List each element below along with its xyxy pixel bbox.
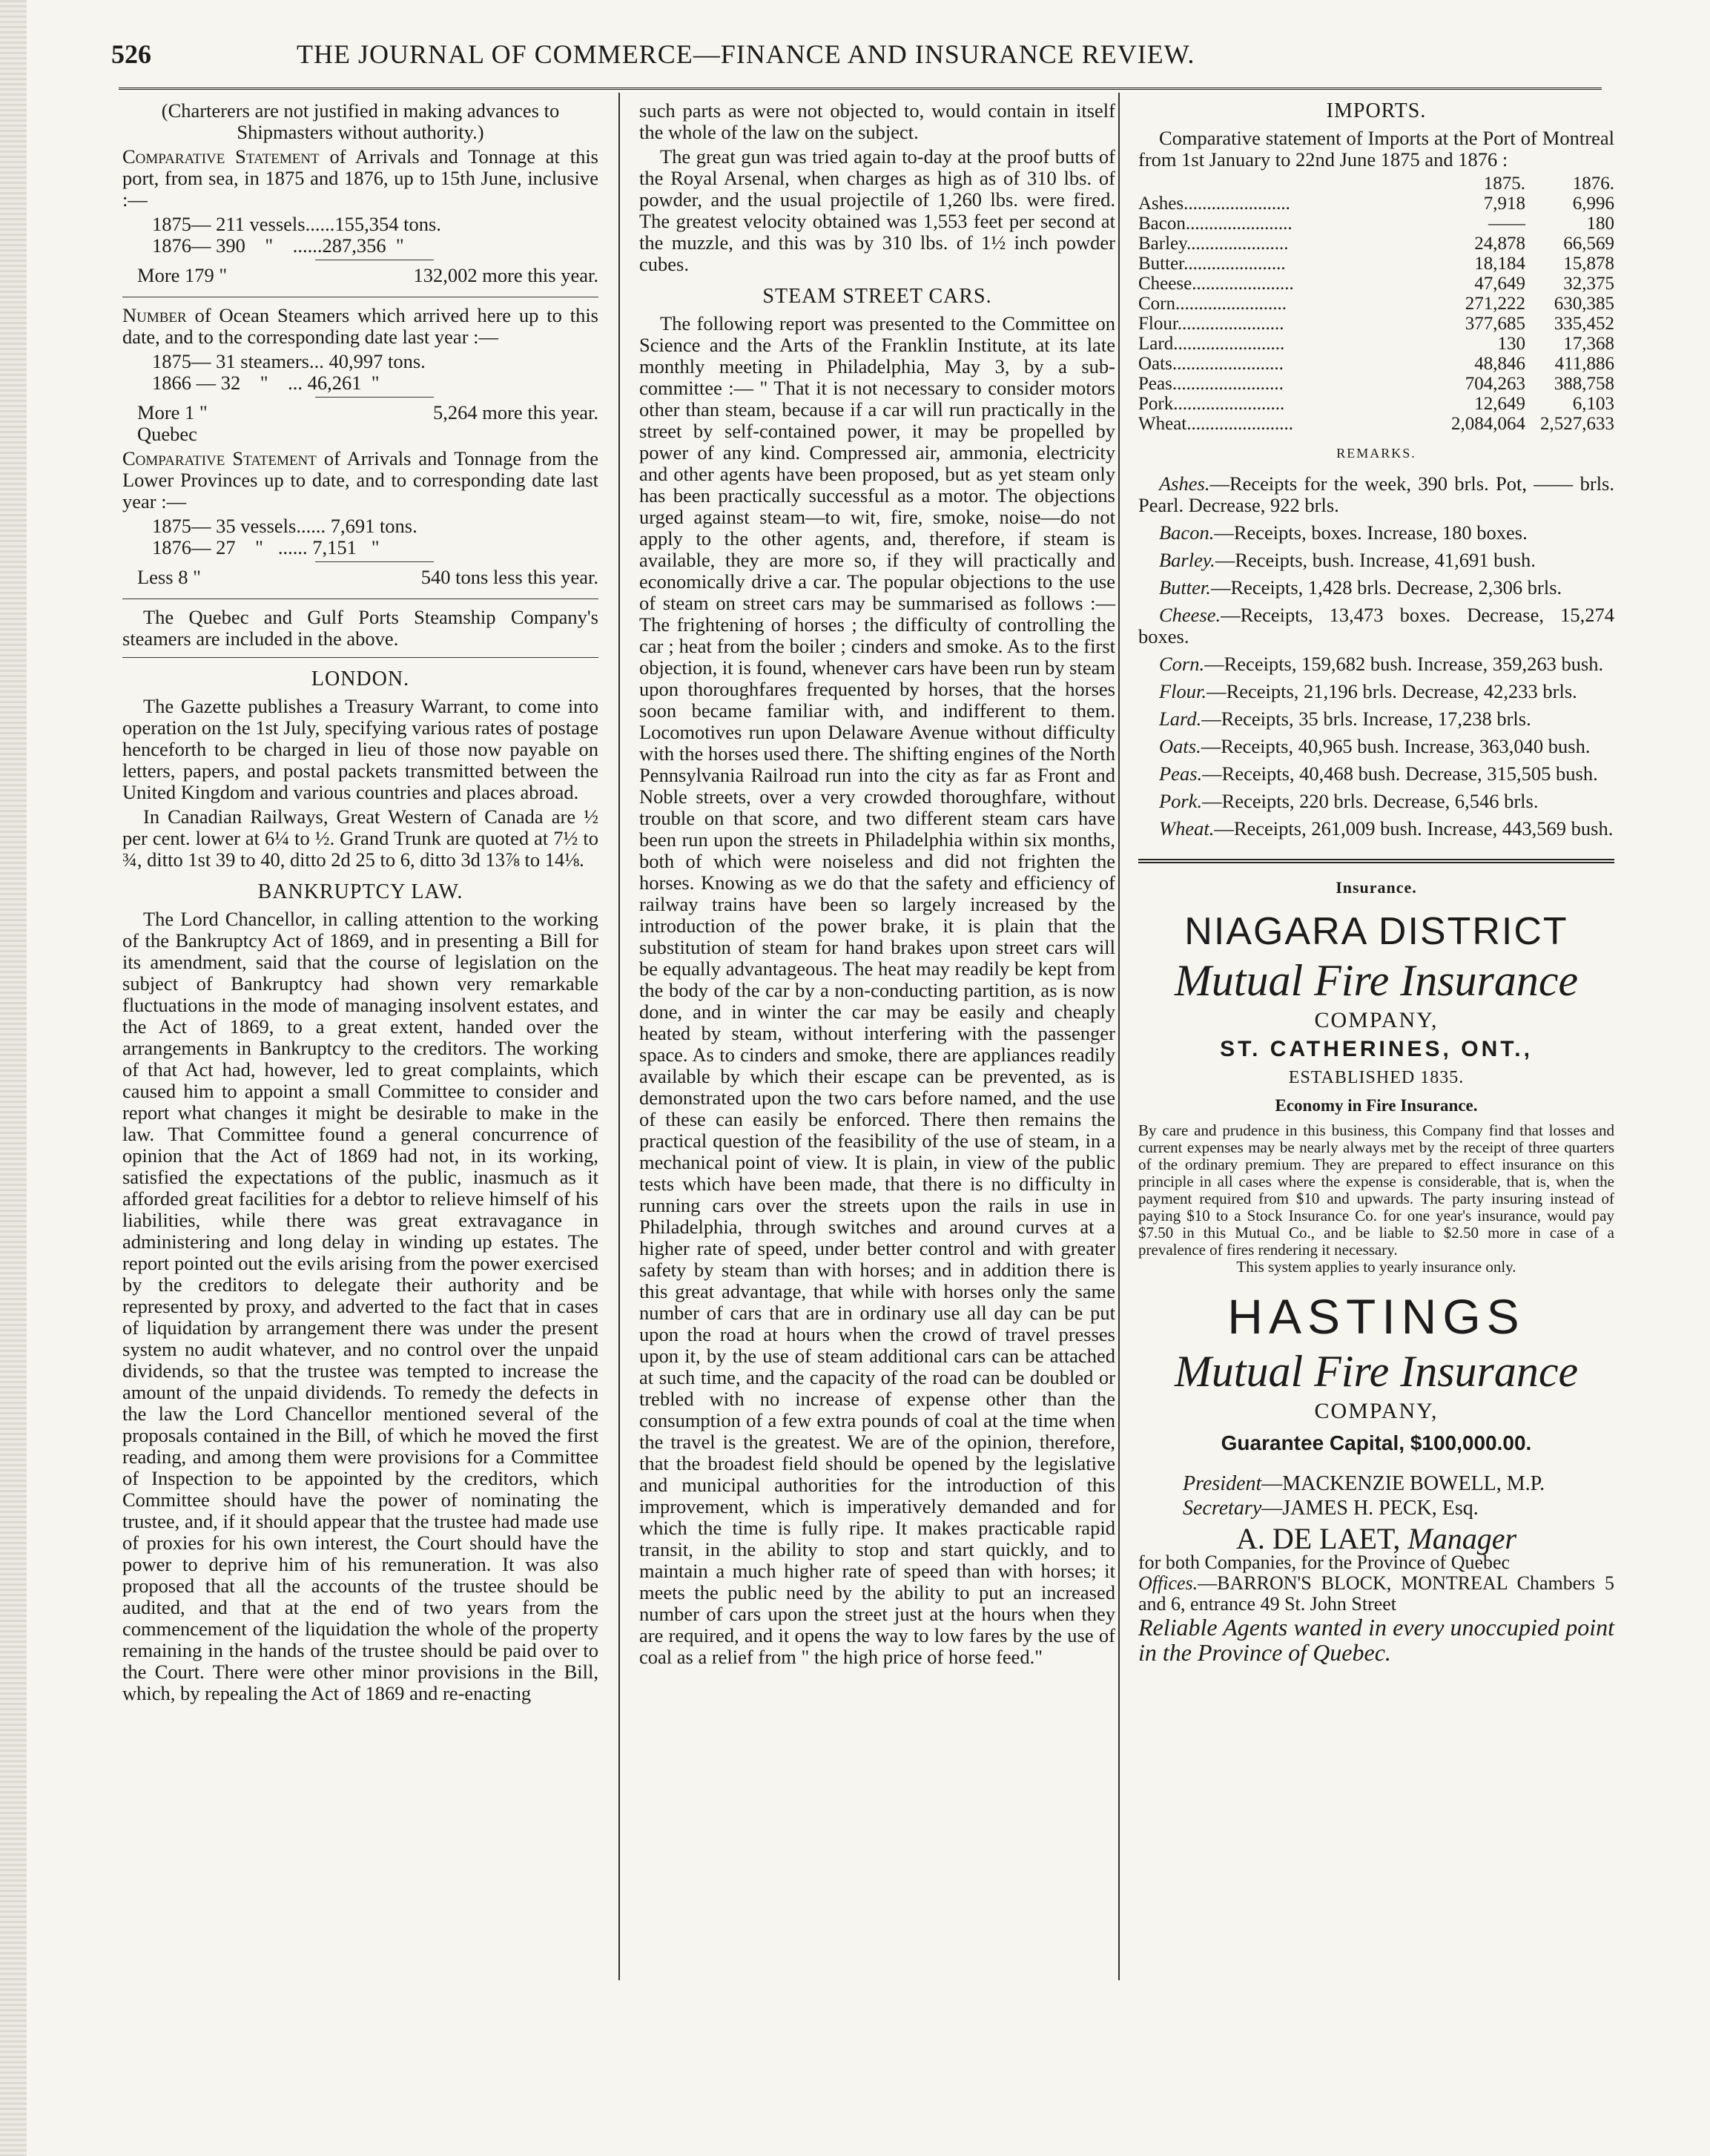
imports-cell-y1875: ——: [1488, 214, 1525, 234]
imports-table: [1138, 174, 1614, 434]
remark-item: [1138, 791, 1614, 812]
niagara-district-title: NIAGARA DISTRICT: [1184, 910, 1568, 953]
stat-total-text: 540 tons less this year.: [420, 566, 598, 588]
imports-cell-item: Wheat.......................: [1138, 414, 1293, 434]
stat-total-text: 5,264 more this year.: [433, 401, 598, 423]
niagara-company: COMPANY,: [1314, 1008, 1439, 1032]
year-header: 1875.: [1483, 174, 1525, 194]
imports-cell-y1876: 388,758: [1554, 374, 1614, 394]
column-2: [639, 100, 1115, 1671]
column-rule-2: [1118, 93, 1120, 1980]
imports-cell-y1875: 2,084,064: [1451, 414, 1525, 434]
remark-item: [1138, 736, 1614, 757]
stat-line: 1875— 211 vessels......155,354 tons.: [152, 213, 441, 235]
remark-label: Barley.: [1159, 549, 1215, 571]
ocean-steamers-paragraph: [122, 305, 598, 348]
remark-text: —Receipts, 21,196 brls. Decrease, 42,233 brls.: [1206, 680, 1577, 702]
niagara-established: ESTABLISHED 1835.: [1288, 1068, 1465, 1087]
year-header: 1876.: [1572, 174, 1614, 194]
hastings-script-title: Mutual Fire Insurance: [1174, 1347, 1579, 1396]
great-gun-paragraph: The great gun was tried again to-day at the proof butts of the Royal Arsenal, when charges as high as of 310 lbs. of powder, and the usual projectile of 1,260 lbs. were fired. The greatest velocity obtained was 1,553 feet per second at the muzzle, and this was by 310 lbs. of 1½ inch powder cubes.: [639, 145, 1115, 275]
london-heading: LONDON.: [311, 667, 410, 690]
remark-label: Wheat.: [1159, 817, 1215, 840]
imports-heading: IMPORTS.: [1326, 99, 1427, 122]
charterers-note: (Charterers are not justified in making advances to Shipmasters without authority.): [161, 99, 560, 143]
stat-total: [137, 402, 598, 423]
scanned-page-edge: [0, 0, 27, 2156]
imports-row: [1138, 274, 1614, 294]
comparative-text: of Arrivals and Tonnage at this port, from sea, in 1875 and 1876, up to 15th June, inclusive :—: [122, 145, 598, 211]
comparative-arrivals-paragraph: [122, 146, 598, 211]
imports-cell-y1876: 6,103: [1572, 394, 1614, 414]
offices-text: —BARRON'S BLOCK, MONTREAL Chambers 5 and 6, entrance 49 St. John Street: [1138, 1572, 1614, 1615]
imports-cell-y1875: 47,649: [1474, 274, 1525, 294]
imports-cell-item: Lard........................: [1138, 334, 1285, 354]
remark-label: Corn.: [1159, 653, 1205, 675]
steam-cars-paragraph: The following report was presented to the Committee on Science and the Arts of the Franklin Institute, at its late monthly meeting in Philadelphia, May 3, by a sub-committee :— " That it is not necessary to consider motors other than steam, because if a car will run practically in the street by self-contained power, it may be propelled by power of any kind. Compressed air, ammonia, electricity and other agents have been proposed, but as yet steam only has been practically successful as a motor. The objections urged against steam—to wit, fire, smoke, noise—do not apply to the other agents, and, therefore, if steam is available, they are more so, if they will practically and economically drive a car. The popular objections to the use of steam on street cars may be summarised as follows :—The frightening of horses ; the difficulty of controlling the car ; heat from the boiler ; cinders and smoke. As to the first objection, it is found, whenever cars have been run by steam upon thoroughfares frequented by horses, that the horses soon became familiar with, and indifferent to them. Locomotives run upon Delaware Avenue without difficulty with the horses used there. The shifting engines of the North Pennsylvania Railroad run into the city as far as Front and Noble streets, over a very crowded thoroughfare, without trouble on that score, and two different steam cars have been run upon the streets in Philadelphia within six months, both of which were noiseless and did not frighten the horses. Knowing as we do that the safety and efficiency of railway trains have been so largely increased by the introduction of the power brake, it is plain that the substitution of steam for hand brakes upon street cars will be equally advantageous. The heat may readily be kept from the body of the car by a non-conducting partition, as is now done, and in winter the car may be easily and cheaply heated by steam, without interfering with the passenger space. As to cinders and smoke, there are appliances readily available by which their escape can be prevented, as is demonstrated upon the two cars before named, and the use of these can easily be enforced. There then remains the practical question of the feasibility of the use of steam, in a mechanical point of view. It is plain, in view of the public tests which have been made, that there is no difficulty in running cars over the streets upon the rails in use in Philadelphia, through switches and around curves at a higher rate of speed, under better control and with greater safety by steam than with horses; and in addition there is this great advantage, that while with horses only the same number of cars that are in ordinary use all day can be put upon the road at hours when the crowd of travel presses upon it, by the use of steam additional cars can be attached at such time, and the capacity of the road can be doubled or trebled with no increase of expense other than the consumption of a few extra pounds of coal at the time when the travel is the greatest. We are of the opinion, therefore, that the broadest field should be opened by the legislative and municipal authorities for the introduction of this improvement, which is imperatively demanded and for which the time is fully ripe. It makes practicable rapid transit, in the ability to stop and start quickly, and to maintain a much higher rate of speed than with horses; it meets the public need by the ability to put an increased number of cars upon the street just at the hours when they are required, and it opens the way to low fares by the use of coal as a relief from " the high price of horse feed.": [639, 312, 1115, 1668]
remark-item: [1138, 708, 1614, 730]
bankruptcy-paragraph: The Lord Chancellor, in calling attention to the working of the Bankruptcy Act of 1869, and in presenting a Bill for its amendment, said that the course of legislation on the subject of Bankruptcy had shown very remarkable fluctuations in the mode of managing insolvent estates, and the Act of 1869, to a great extent, handed over the arrangements in Bankruptcy to the creditors. The working of that Act had, however, led to great complaints, which caused him to appoint a small Committee to consider and report what changes it might be desirable to make in the law. That Committee found a general concurrence of opinion that the Act of 1869 had not, in its working, satisfied the expectations of the public, inasmuch as it afforded great facilities for a debtor to relieve himself of his liabilities, while there was great extravagance in administering and long delay in winding up estates. The report pointed out the evils arising from the power exercised by the creditors to delegate their authority and be represented by proxy, and adverted to the fact that in cases of liquidation by arrangement there was under the present system no audit whatever, and no control over the unpaid dividends, so that the trustee was tempted to increase the amount of the unpaid dividends. To remedy the defects in the law the Lord Chancellor mentioned several of the proposals contained in the Bill, of which he moved the first reading, and among them were provisions for a Committee of Inspection to be appointed by the creditors, which Committee should have the power of nominating the trustee, and, if it should appear that the trustee had made use of proxies for his own interest, the Court should have the power to deprive him of his remuneration. It was also proposed that all the accounts of the trustee should be audited, and that at the end of two years from the commencement of the liquidation the whole of the property remaining in the hands of the trustee should be paid over to the Court. There were other minor provisions in the Bill, which, by repealing the Act of 1869 and re-enacting: [122, 908, 598, 1704]
remark-item: [1138, 577, 1614, 599]
remark-item: [1138, 818, 1614, 840]
agents-wanted: Reliable Agents wanted in every unoccupied point in the Province of Quebec.: [1138, 1614, 1614, 1666]
stat-total-count: More 1 ": [137, 401, 208, 423]
column-1: [122, 100, 598, 1707]
imports-cell-y1875: 12,649: [1474, 394, 1525, 414]
remark-label: Oats.: [1159, 735, 1201, 757]
imports-cell-y1875: 48,846: [1474, 354, 1525, 374]
niagara-script-title: Mutual Fire Insurance: [1174, 956, 1579, 1005]
offices-line-2: [1138, 1573, 1614, 1615]
column-rule-1: [618, 93, 620, 1980]
imports-cell-y1875: 24,878: [1474, 234, 1525, 254]
imports-cell-item: Ashes.......................: [1138, 194, 1290, 214]
imports-cell-y1876: 32,375: [1563, 274, 1614, 294]
imports-row: [1138, 374, 1614, 394]
remark-text: —Receipts, 1,428 brls. Decrease, 2,306 brls.: [1210, 576, 1562, 599]
sum-rule: [315, 397, 434, 398]
imports-cell-item: Butter......................: [1138, 254, 1286, 274]
quebec-label: Quebec: [137, 423, 197, 445]
section-rule: [1138, 859, 1614, 863]
imports-cell-y1876: 6,996: [1572, 194, 1614, 214]
remark-text: —Receipts, 159,682 bush. Increase, 359,263 bush.: [1204, 653, 1604, 675]
guarantee-capital: Guarantee Capital, $100,000.00.: [1221, 1431, 1532, 1454]
offices-line-1: for both Companies, for the Province of Quebec: [1138, 1552, 1511, 1573]
manager-name: A. DE LAET,: [1235, 1522, 1401, 1555]
remark-label: Cheese.: [1159, 604, 1221, 626]
remark-text: —Receipts, 220 brls. Decrease, 6,546 brls.: [1202, 790, 1539, 812]
imports-rows: [1138, 194, 1614, 434]
remark-text: —Receipts, 35 brls. Increase, 17,238 brls.: [1201, 708, 1531, 730]
remark-label: Flour.: [1159, 680, 1207, 702]
stat-line: 1875— 31 steamers... 40,997 tons.: [152, 350, 426, 372]
stat-total-count: Less 8 ": [137, 566, 201, 588]
comparative-label: Comparative Statement: [122, 447, 317, 469]
remarks-heading: REMARKS.: [1336, 446, 1416, 461]
stat-line: 1876— 390 " ......287,356 ": [152, 234, 404, 257]
remark-text: —Receipts, 261,009 bush. Increase, 443,569 bush.: [1214, 817, 1614, 840]
manager-title: Manager: [1407, 1522, 1517, 1555]
remarks-list: [1138, 473, 1614, 840]
imports-cell-y1875: 271,222: [1465, 294, 1525, 314]
remark-text: —Receipts, 40,468 bush. Decrease, 315,505 bush.: [1202, 762, 1598, 785]
imports-cell-y1876: 66,569: [1563, 234, 1614, 254]
remark-label: Ashes.: [1159, 472, 1210, 495]
remark-text: —Receipts, 13,473 boxes. Decrease, 15,274 boxes.: [1138, 604, 1614, 647]
president-name: —MACKENZIE BOWELL, M.P.: [1261, 1472, 1545, 1495]
stat-line: 1876— 27 " ...... 7,151 ": [152, 536, 380, 558]
hastings-title: HASTINGS: [1227, 1289, 1525, 1344]
imports-cell-item: Peas........................: [1138, 374, 1284, 394]
bankruptcy-heading: BANKRUPTCY LAW.: [257, 880, 463, 903]
imports-cell-item: Barley......................: [1138, 234, 1289, 254]
remark-text: —Receipts, boxes. Increase, 180 boxes.: [1214, 521, 1528, 544]
imports-cell-item: Pork........................: [1138, 394, 1285, 414]
remark-item: [1138, 550, 1614, 571]
remark-item: [1138, 522, 1614, 544]
imports-row: [1138, 214, 1614, 234]
stat-total: [137, 567, 598, 588]
header-rule: [119, 88, 1602, 90]
imports-row: [1138, 234, 1614, 254]
remark-item: [1138, 604, 1614, 647]
niagara-body: By care and prudence in this business, this Company find that losses and current expenses may be nearly always met by the receipt of three quarters of the ordinary premium. They are prepared to effect insurance on this principle in all cases where the expense is considerable, that is, when the payment required from $10 and upwards. The party insuring instead of paying $10 to a Stock Insurance Co. for one year's insurance, would pay $7.50 in this Mutual Co., and be liable to $2.50 more in case of a prevalence of fires rendering it necessary.: [1138, 1121, 1614, 1259]
continuation-paragraph: such parts as were not objected to, would contain in itself the whole of the law on the subject.: [639, 99, 1115, 143]
imports-cell-y1875: 704,263: [1465, 374, 1525, 394]
comparative-text: of Arrivals and Tonnage from the Lower Provinces up to date, and to corresponding date last year :—: [122, 447, 599, 512]
remark-label: Bacon.: [1159, 521, 1215, 544]
imports-cell-y1876: 2,527,633: [1540, 414, 1614, 434]
imports-cell-item: Oats........................: [1138, 354, 1284, 374]
secretary-line: [1183, 1497, 1614, 1519]
imports-cell-y1875: 377,685: [1465, 314, 1525, 334]
remark-text: —Receipts, bush. Increase, 41,691 bush.: [1215, 549, 1536, 571]
page-number: 526: [111, 39, 151, 69]
number-text: of Ocean Steamers which arrived here up to this date, and to the corresponding date last year :—: [122, 304, 598, 348]
imports-header-row: [1138, 174, 1614, 194]
imports-row: [1138, 394, 1614, 414]
stat-total: [137, 265, 598, 286]
imports-row: [1138, 334, 1614, 354]
running-title: THE JOURNAL OF COMMERCE—FINANCE AND INSURANCE REVIEW.: [297, 39, 1195, 69]
imports-cell-item: Cheese......................: [1138, 274, 1294, 294]
stat-total-count: More 179 ": [137, 264, 228, 286]
imports-row: [1138, 294, 1614, 314]
imports-row: [1138, 314, 1614, 334]
president-line: [1183, 1473, 1614, 1494]
stat-line: 1875— 35 vessels...... 7,691 tons.: [152, 515, 417, 537]
hastings-company: COMPANY,: [1314, 1399, 1439, 1423]
niagara-place: ST. CATHERINES, ONT.,: [1220, 1037, 1533, 1061]
imports-cell-y1876: 630,385: [1554, 294, 1614, 314]
comparative-label: Comparative Statement: [122, 145, 320, 168]
secretary-label: Secretary: [1183, 1497, 1262, 1520]
imports-cell-y1876: 411,886: [1554, 354, 1614, 374]
imports-cell-y1876: 15,878: [1563, 254, 1614, 274]
remark-label: Lard.: [1159, 708, 1202, 730]
imports-cell-y1875: 130: [1497, 334, 1525, 354]
lower-provinces-paragraph: [122, 448, 598, 512]
economy-heading: Economy in Fire Insurance.: [1275, 1096, 1478, 1115]
yearly-note: This system applies to yearly insurance only.: [1236, 1258, 1516, 1276]
remark-label: Peas.: [1159, 762, 1203, 785]
imports-row: [1138, 254, 1614, 274]
imports-cell-y1875: 7,918: [1483, 194, 1525, 214]
column-3: [1138, 100, 1614, 1665]
imports-cell-item: Bacon.......................: [1138, 214, 1293, 234]
imports-cell-y1876: 180: [1586, 214, 1614, 234]
quebec-gulf-note: The Quebec and Gulf Ports Steamship Company's steamers are included in the above.: [122, 606, 598, 650]
section-divider: [122, 657, 598, 658]
president-label: President: [1183, 1472, 1262, 1495]
remark-label: Butter.: [1159, 576, 1211, 599]
imports-cell-item: Corn........................: [1138, 294, 1287, 314]
remark-item: [1138, 653, 1614, 675]
imports-cell-item: Flour.......................: [1138, 314, 1284, 334]
insurance-label: Insurance.: [1336, 878, 1417, 897]
london-paragraph-1: The Gazette publishes a Treasury Warrant, to come into operation on the 1st July, specifying various rates of postage henceforth to be charged in lieu of those now payable on letters, papers, and postal packets transmitted between the United Kingdom and various countries and places abroad.: [122, 695, 598, 803]
steam-cars-heading: STEAM STREET CARS.: [762, 285, 992, 308]
stat-total-text: 132,002 more this year.: [413, 264, 598, 286]
page-header: [111, 39, 1594, 86]
manager-line: [1138, 1522, 1614, 1555]
remark-item: [1138, 473, 1614, 516]
stat-line: 1866 — 32 " ... 46,261 ": [152, 372, 380, 394]
london-paragraph-2: In Canadian Railways, Great Western of Canada are ½ per cent. lower at 6¼ to ½. Grand Trunk are quoted at 7½ to ¾, ditto 1st 39 to 40, ditto 2d 25 to 6, ditto 3d 13⅞ to 14⅛.: [122, 805, 598, 871]
imports-row: [1138, 194, 1614, 214]
number-label: Number: [122, 304, 187, 326]
imports-cell-y1875: 18,184: [1474, 254, 1525, 274]
imports-cell-y1876: 17,368: [1563, 334, 1614, 354]
secretary-name: —JAMES H. PECK, Esq.: [1261, 1497, 1479, 1520]
imports-row: [1138, 354, 1614, 374]
remark-text: —Receipts, 40,965 bush. Increase, 363,040 bush.: [1201, 735, 1591, 757]
remark-item: [1138, 681, 1614, 702]
imports-cell-y1876: 335,452: [1554, 314, 1614, 334]
remark-item: [1138, 763, 1614, 785]
remark-label: Pork.: [1159, 790, 1203, 812]
imports-intro: Comparative statement of Imports at the Port of Montreal from 1st January to 22nd June 1875 and 1876 :: [1138, 127, 1614, 171]
remark-text: —Receipts for the week, 390 brls. Pot, —— brls. Pearl. Decrease, 922 brls.: [1138, 472, 1614, 516]
offices-label: Offices.: [1138, 1572, 1198, 1594]
imports-row: [1138, 414, 1614, 434]
sum-rule: [315, 561, 434, 562]
